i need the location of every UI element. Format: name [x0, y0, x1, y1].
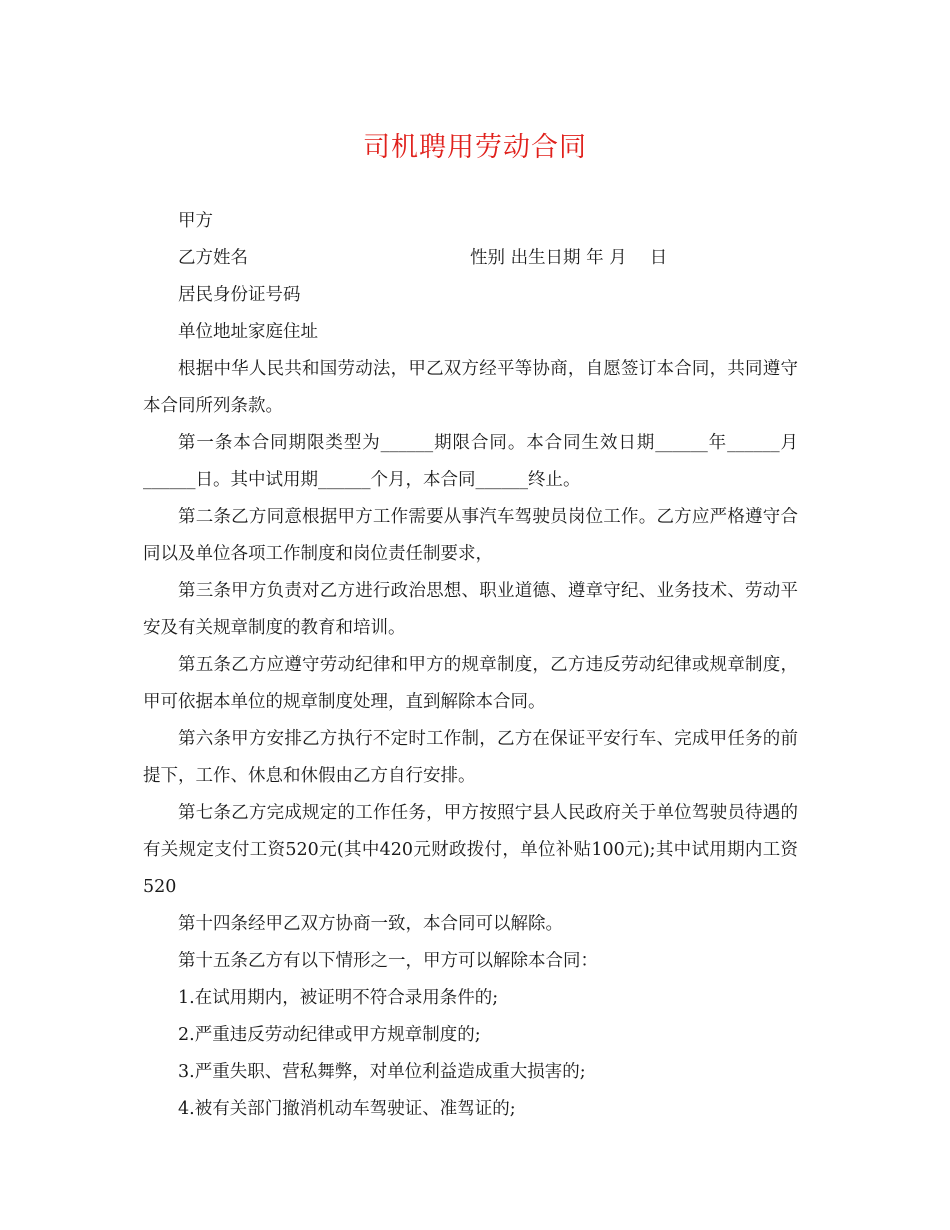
paragraph-article-14: 第十四条经甲乙双方协商一致，本合同可以解除。	[178, 914, 563, 934]
party-b-line	[143, 240, 798, 277]
document-body	[143, 203, 798, 1128]
paragraph-article-5: 第五条乙方应遵守劳动纪律和甲方的规章制度，乙方违反劳动纪律或规章制度，甲可依据本单位的规章制度处理，直到解除本合同。	[143, 655, 798, 712]
paragraph-article-3: 第三条甲方负责对乙方进行政治思想、职业道德、遵章守纪、业务技术、劳动平安及有关规章制度的教育和培训。	[143, 581, 798, 638]
paragraph-article-15: 第十五条乙方有以下情形之一，甲方可以解除本合同：	[178, 951, 598, 971]
list-item-3: 3.严重失职、营私舞弊，对单位利益造成重大损害的;	[178, 1062, 586, 1082]
paragraph-article-2: 第二条乙方同意根据甲方工作需要从事汽车驾驶员岗位工作。乙方应严格遵守合同以及单位各项工作制度和岗位责任制要求，	[143, 507, 798, 564]
party-b-name-label: 乙方姓名	[178, 248, 248, 268]
list-item-4: 4.被有关部门撤消机动车驾驶证、准驾证的;	[178, 1099, 516, 1119]
paragraph-preamble: 根据中华人民共和国劳动法，甲乙双方经平等协商，自愿签订本合同，共同遵守本合同所列条款。	[143, 359, 798, 416]
party-a-line: 甲方	[178, 211, 213, 231]
id-number-line: 居民身份证号码	[178, 285, 301, 305]
address-line: 单位地址家庭住址	[178, 322, 318, 342]
paragraph-article-1: 第一条本合同期限类型为______期限合同。本合同生效日期______年______月______日。其中试用期______个月，本合同______终止。	[143, 433, 798, 490]
document-title: 司机聘用劳动合同	[363, 132, 587, 163]
paragraph-article-6: 第六条甲方安排乙方执行不定时工作制，乙方在保证平安行车、完成甲任务的前提下，工作、休息和休假由乙方自行安排。	[143, 729, 798, 786]
list-item-2: 2.严重违反劳动纪律或甲方规章制度的;	[178, 1025, 481, 1045]
list-item-1: 1.在试用期内，被证明不符合录用条件的;	[178, 988, 499, 1008]
paragraph-article-7: 第七条乙方完成规定的工作任务，甲方按照宁县人民政府关于单位驾驶员待遇的有关规定支付工资520元(其中420元财政拨付，单位补贴100元);其中试用期内工资520	[143, 803, 798, 897]
party-b-info-label: 性别 出生日期 年 月 日	[470, 248, 668, 268]
